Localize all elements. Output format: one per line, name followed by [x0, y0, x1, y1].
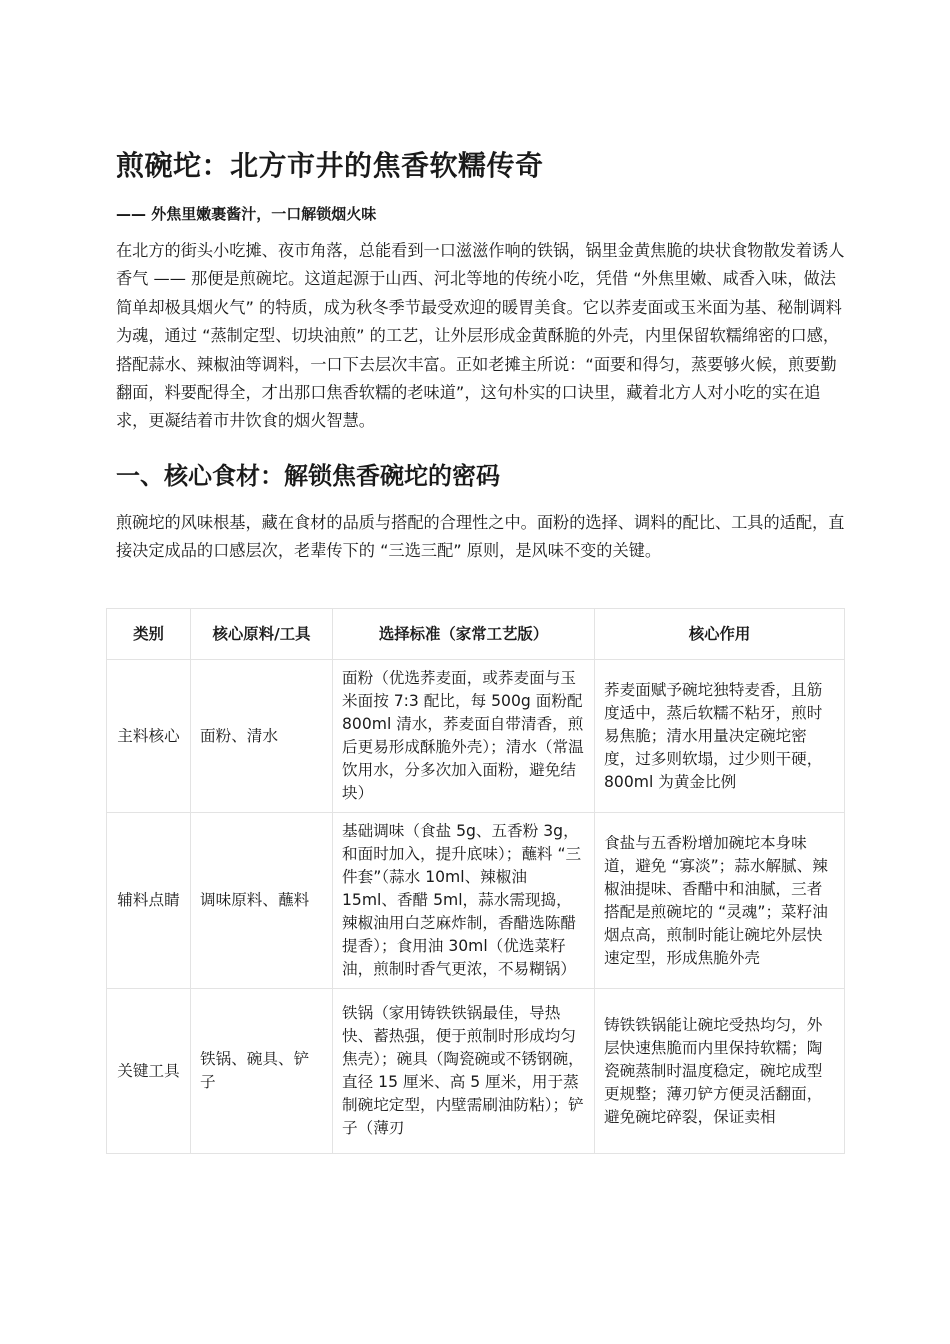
ingredients-table	[106, 608, 845, 1154]
cell-category: 辅料点睛	[107, 813, 191, 989]
cell-category: 关键工具	[107, 989, 191, 1154]
table-row	[107, 989, 845, 1154]
section-intro-paragraph: 煎碗坨的风味根基，藏在食材的品质与搭配的合理性之中。面粉的选择、调料的配比、工具的适配，直接决定成品的口感层次，老辈传下的 “三选三配” 原则，是风味不变的关键。	[116, 513, 845, 561]
cell-standard: 基础调味（食盐 5g、五香粉 3g，和面时加入，提升底味）；蘸料 “三件套”（蒜水 10ml、辣椒油 15ml、香醋 5ml，蒜水需现捣，辣椒油用白芝麻炸制，香醋选陈醋提香）；食用油 30ml（优选菜籽油，煎制时香气更浓，不易糊锅）	[333, 813, 595, 989]
cell-standard: 面粉（优选荞麦面，或荞麦面与玉米面按 7:3 配比，每 500g 面粉配 800ml 清水，荞麦面自带清香，煎后更易形成酥脆外壳）；清水（常温饮用水，分多次加入面粉，避免结块）	[333, 660, 595, 813]
cell-items: 面粉、清水	[191, 660, 333, 813]
page-title: 煎碗坨：北方市井的焦香软糯传奇	[116, 149, 544, 182]
cell-standard	[333, 989, 595, 1154]
cell-effect: 荞麦面赋予碗坨独特麦香，且筋度适中，蒸后软糯不粘牙，煎时易焦脆；清水用量决定碗坨密度，过多则软塌，过少则干硬，800ml 为黄金比例	[595, 660, 845, 813]
page-subtitle: —— 外焦里嫩裹酱汁，一口解锁烟火味	[116, 205, 377, 223]
cell-effect: 食盐与五香粉增加碗坨本身味道，避免 “寡淡”；蒜水解腻、辣椒油提味、香醋中和油腻，三者搭配是煎碗坨的 “灵魂”；菜籽油烟点高，煎制时能让碗坨外层快速定型，形成焦脆外壳	[595, 813, 845, 989]
header-effect: 核心作用	[595, 609, 845, 660]
section-heading: 一、核心食材：解锁焦香碗坨的密码	[116, 462, 500, 490]
header-standard: 选择标准（家常工艺版）	[333, 609, 595, 660]
cell-effect-text: 铸铁铁锅能让碗坨受热均匀，外层快速焦脆而内里保持软糯；陶瓷碗蒸制时温度稳定，碗坨成型更规整；薄刃铲方便灵活翻面，避免碗坨碎裂，保证卖相	[604, 1015, 823, 1126]
header-category: 类别	[107, 609, 191, 660]
cell-items: 调味原料、蘸料	[191, 813, 333, 989]
table-header-row	[107, 609, 845, 660]
cell-items: 铁锅、碗具、铲子	[191, 989, 333, 1154]
table-row	[107, 660, 845, 813]
cell-effect	[595, 989, 845, 1154]
cell-category: 主料核心	[107, 660, 191, 813]
table-row	[107, 813, 845, 989]
intro-paragraph: 在北方的街头小吃摊、夜市角落，总能看到一口滋滋作响的铁锅，锅里金黄焦脆的块状食物散发着诱人香气 —— 那便是煎碗坨。这道起源于山西、河北等地的传统小吃，凭借 “外焦里嫩、咸香入味，做法简单却极具烟火气” 的特质，成为秋冬季节最受欢迎的暖胃美食。它以荞麦面或玉米面为基、秘制调料为魂，通过 “蒸制定型、切块油煎” 的工艺，让外层形成金黄酥脆的外壳，内里保留软糯绵密的口感，搭配蒜水、辣椒油等调料，一口下去层次丰富。正如老摊主所说：“面要和得匀，蒸要够火候，煎要勤翻面，料要配得全，才出那口焦香软糯的老味道”，这句朴实的口诀里，藏着北方人对小吃的实在追求，更凝结着市井饮食的烟火智慧。	[116, 241, 845, 431]
header-items: 核心原料/工具	[191, 609, 333, 660]
cell-standard-text: 铁锅（家用铸铁铁锅最佳，导热快、蓄热强，便于煎制时形成均匀焦壳）；碗具（陶瓷碗或不锈钢碗，直径 15 厘米、高 5 厘米，用于蒸制碗坨定型，内壁需刷油防粘）；铲子（薄刃	[342, 1004, 584, 1137]
